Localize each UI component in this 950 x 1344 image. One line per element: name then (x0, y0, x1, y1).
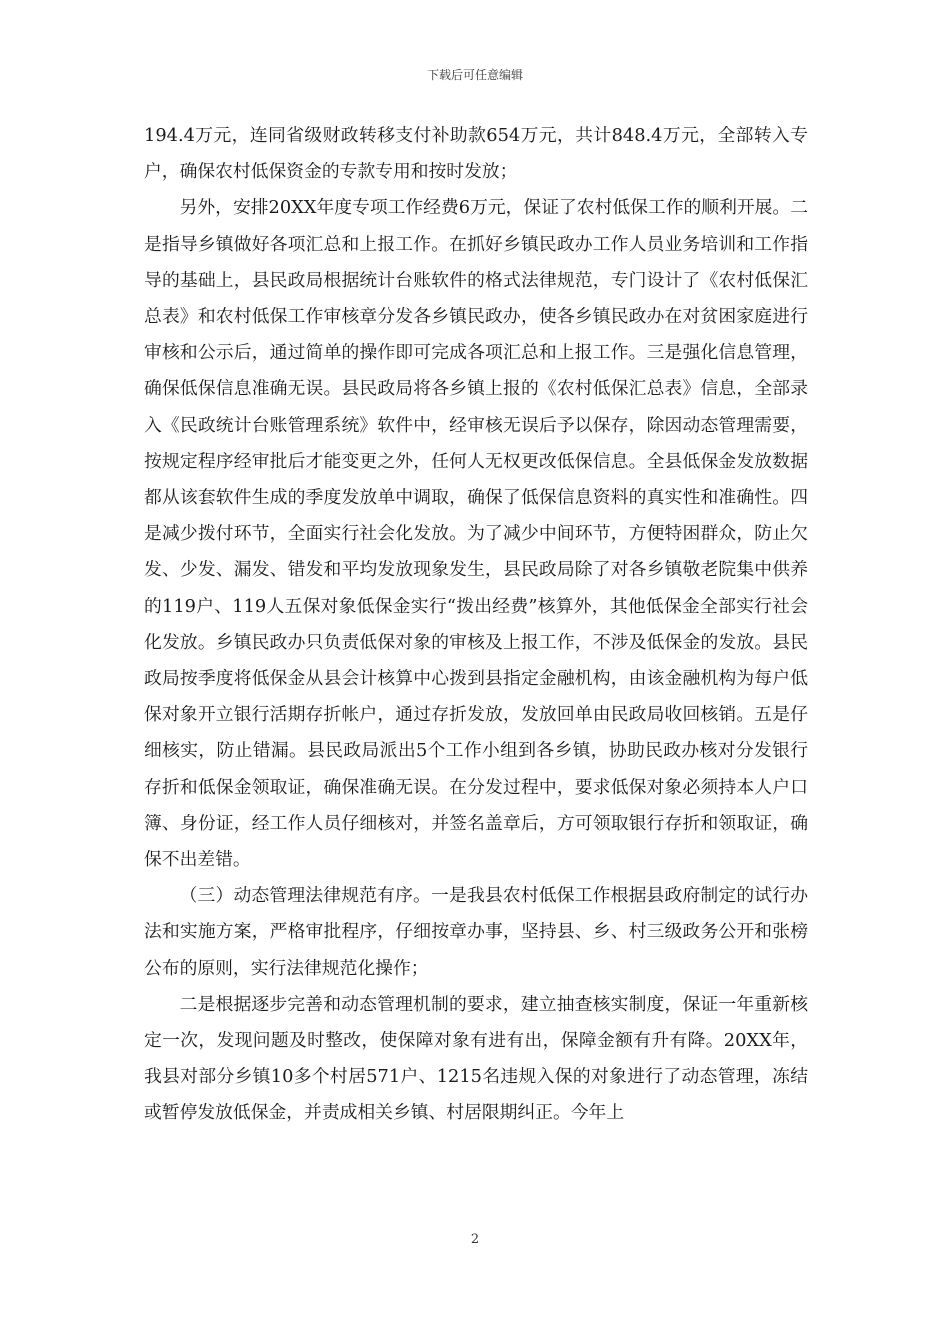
paragraph-verification-system: 二是根据逐步完善和动态管理机制的要求，建立抽查核实制度，保证一年重新核定一次，发现问题及时整改，使保障对象有进有出，保障金额有升有降。20XX年，我县对部分乡镇10多个村居571户、1215名违规入保的对象进行了动态管理，冻结或暂停发放低保金，并责成相关乡镇、村居限期纠正。今年上 (144, 993, 808, 1124)
document-body (144, 118, 808, 1132)
paragraph-dynamic-management: （三）动态管理法律规范有序。一是我县农村低保工作根据县政府制定的试行办法和实施方案，严格审批程序，仔细按章办事，坚持县、乡、村三级政务公开和张榜公布的原则，实行法律规范化操作； (144, 885, 808, 979)
page-number: 2 (470, 1232, 480, 1247)
page-header-note: 下载后可任意编辑 (426, 68, 523, 82)
paragraph-work-measures: 另外，安排20XX年度专项工作经费6万元，保证了农村低保工作的顺利开展。二是指导乡镇做好各项汇总和上报工作。在抓好乡镇民政办工作人员业务培训和工作指导的基础上，县民政局根据统计台账软件的格式法律规范，专门设计了《农村低保汇总表》和农村低保工作审核章分发各乡镇民政办，使各乡镇民政办在对贫困家庭进行审核和公示后，通过简单的操作即可完成各项汇总和上报工作。三是强化信息管理，确保低保信息准确无误。县民政局将各乡镇上报的《农村低保汇总表》信息，全部录入《民政统计台账管理系统》软件中，经审核无误后予以保存，除因动态管理需要，按规定程序经审批后才能变更之外，任何人无权更改低保信息。全县低保金发放数据都从该套软件生成的季度发放单中调取，确保了低保信息资料的真实性和准确性。四是减少拨付环节，全面实行社会化发放。为了减少中间环节，方便特困群众，防止欠发、少发、漏发、错发和平均发放现象发生，县民政局除了对各乡镇敬老院集中供养的119户、119人五保对象低保金实行“拨出经费”核算外，其他低保金全部实行社会化发放。乡镇民政办只负责低保对象的审核及上报工作，不涉及低保金的发放。县民政局按季度将低保金从县会计核算中心拨到县指定金融机构，由该金融机构为每户低保对象开立银行活期存折帐户，通过存折发放，发放回单由民政局收回核销。五是仔细核实，防止错漏。县民政局派出5个工作小组到各乡镇，协助民政办核对分发银行存折和低保金领取证，确保准确无误。在分发过程中，要求低保对象必须持本人户口簿、身份证，经工作人员仔细核对，并签名盖章后，方可领取银行存折和领取证，确保不出差错。 (144, 197, 808, 871)
paragraph-fund-transfer: 194.4万元，连同省级财政转移支付补助款654万元，共计848.4万元，全部转入专户，确保农村低保资金的专款专用和按时发放； (144, 125, 808, 183)
